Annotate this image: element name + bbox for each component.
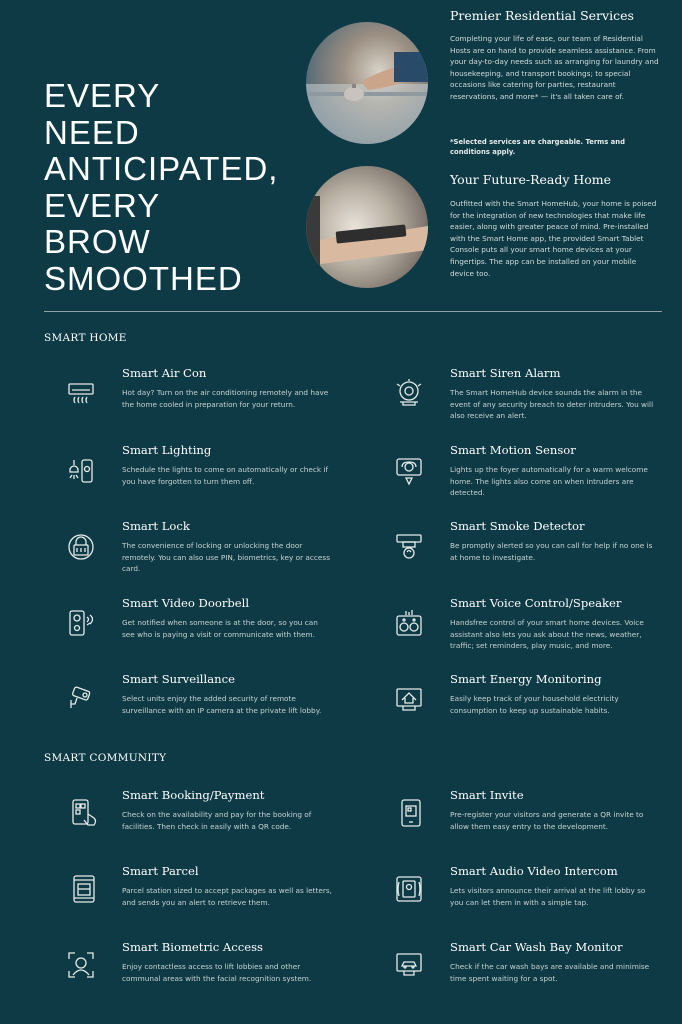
feature-smart-biometric-access xyxy=(122,940,332,984)
smart-home-heading: SMART HOME xyxy=(44,332,127,344)
concierge-photo xyxy=(306,22,428,144)
lock-icon xyxy=(66,532,96,562)
biometric-icon xyxy=(66,950,96,980)
feature-smart-energy-monitoring xyxy=(450,672,660,716)
smoke-detector-icon xyxy=(394,532,424,562)
feature-title: Smart Booking/Payment xyxy=(122,788,265,802)
invite-icon xyxy=(396,798,426,828)
future-ready-title: Your Future-Ready Home xyxy=(450,172,612,187)
feature-title: Smart Motion Sensor xyxy=(450,443,576,457)
feature-title: Smart Invite xyxy=(450,788,524,802)
feature-smart-surveillance xyxy=(122,672,332,716)
feature-smart-invite xyxy=(450,788,660,832)
headline xyxy=(44,78,294,297)
terms-note: *Selected services are chargeable. Terms and conditions apply. xyxy=(450,138,625,156)
feature-desc: The convenience of locking or unlocking the door remotely. You can also use PIN, biometrics, key or access card. xyxy=(122,541,331,574)
headline-line: EVERY xyxy=(44,77,161,114)
feature-smart-smoke-detector xyxy=(450,519,660,563)
feature-desc: Handsfree control of your smart home devices. Voice assistant also lets you ask about the news, weather, traffic; set reminders, play music, and more. xyxy=(450,618,644,651)
feature-desc: Schedule the lights to come on automatically or check if you have forgotten to turn them off. xyxy=(122,465,329,486)
speaker-icon xyxy=(394,608,424,638)
motion-sensor-icon xyxy=(394,456,424,486)
feature-desc: Lets visitors announce their arrival at the lift lobby so you can let them in with a simple tap. xyxy=(450,886,646,907)
feature-desc: Check if the car wash bays are available and minimise time spent waiting for a spot. xyxy=(450,962,650,983)
feature-desc: Lights up the foyer automatically for a warm welcome home. The lights also come on when intruders are detected. xyxy=(450,465,648,498)
camera-icon xyxy=(66,684,96,714)
feature-smart-lighting xyxy=(122,443,332,487)
future-ready-body: Outfitted with the Smart HomeHub, your home is poised for the integration of new technologies that make life easier, along with greater peace of mind. Pre-installed with the Smart Home app, the provided Smart Tablet Console puts all your smart home devices at your fingertips. The app can be installed on your mobile device too. xyxy=(450,199,657,278)
smart-community-heading: SMART COMMUNITY xyxy=(44,752,167,764)
feature-title: Smart Video Doorbell xyxy=(122,596,250,610)
feature-desc: The Smart HomeHub device sounds the alarm in the event of any security breach to deter intruders. You will also receive an alert. xyxy=(450,388,654,421)
feature-smart-air-con xyxy=(122,366,332,410)
feature-smart-parcel xyxy=(122,864,332,908)
feature-desc: Parcel station sized to accept packages as well as letters, and sends you an alert to retrieve them. xyxy=(122,886,332,907)
headline-line: EVERY xyxy=(44,186,161,224)
section-divider xyxy=(44,311,662,312)
feature-title: Smart Biometric Access xyxy=(122,940,264,954)
siren-icon xyxy=(394,378,424,408)
intercom-icon xyxy=(394,874,424,904)
tablet-photo xyxy=(306,166,428,288)
feature-title: Smart Audio Video Intercom xyxy=(450,864,618,878)
feature-title: Smart Smoke Detector xyxy=(450,519,585,533)
feature-title: Smart Energy Monitoring xyxy=(450,672,602,686)
feature-smart-motion-sensor xyxy=(450,443,660,499)
headline-line: ANTICIPATED, xyxy=(44,150,279,187)
feature-title: Smart Lock xyxy=(122,519,190,533)
feature-smart-siren-alarm xyxy=(450,366,660,422)
lighting-icon xyxy=(66,456,96,486)
feature-desc: Get notified when someone is at the door, so you can see who is paying a visit or communicate with them. xyxy=(122,618,318,639)
feature-title: Smart Lighting xyxy=(122,443,212,457)
feature-smart-booking xyxy=(122,788,332,832)
feature-smart-car-wash xyxy=(450,940,660,984)
parcel-icon xyxy=(70,874,100,904)
doorbell-icon xyxy=(66,608,96,638)
feature-desc: Enjoy contactless access to lift lobbies and other communal areas with the facial recognition system. xyxy=(122,962,312,983)
headline-line: SMOOTHED xyxy=(44,259,243,297)
feature-desc: Hot day? Turn on the air conditioning remotely and have the home cooled in preparation for your return. xyxy=(122,388,329,409)
headline-line: NEED xyxy=(44,113,140,151)
feature-desc: Easily keep track of your household electricity consumption to keep up sustainable habits. xyxy=(450,694,619,715)
premier-services-title: Premier Residential Services xyxy=(450,8,634,23)
feature-desc: Check on the availability and pay for the booking of facilities. Then check in easily with a QR code. xyxy=(122,810,312,831)
feature-desc: Select units enjoy the added security of remote surveillance with an IP camera at the private lift lobby. xyxy=(122,694,322,715)
car-wash-icon xyxy=(394,950,424,980)
feature-desc: Pre-register your visitors and generate a QR invite to allow them easy entry to the development. xyxy=(450,810,644,831)
headline-line: BROW xyxy=(44,223,151,260)
air-con-icon xyxy=(66,378,96,408)
feature-smart-voice-control xyxy=(450,596,660,652)
premier-services-body: Completing your life of ease, our team of Residential Hosts are on hand to provide seamless assistance. From your day-to-day needs such as arranging for laundry and housekeeping, and transport bookings; to special occasions like catering for parties, restaurant reservations, and more* — it's all taken care of. xyxy=(450,34,659,101)
feature-title: Smart Surveillance xyxy=(122,672,235,686)
feature-title: Smart Car Wash Bay Monitor xyxy=(450,940,623,954)
feature-smart-intercom xyxy=(450,864,660,908)
booking-icon xyxy=(70,798,100,828)
feature-desc: Be promptly alerted so you can call for help if no one is at home to investigate. xyxy=(450,541,653,562)
feature-title: Smart Air Con xyxy=(122,366,207,380)
feature-title: Smart Siren Alarm xyxy=(450,366,561,380)
feature-smart-lock xyxy=(122,519,332,575)
energy-monitor-icon xyxy=(394,684,424,714)
feature-title: Smart Parcel xyxy=(122,864,199,878)
feature-title: Smart Voice Control/Speaker xyxy=(450,596,622,610)
feature-smart-video-doorbell xyxy=(122,596,332,640)
